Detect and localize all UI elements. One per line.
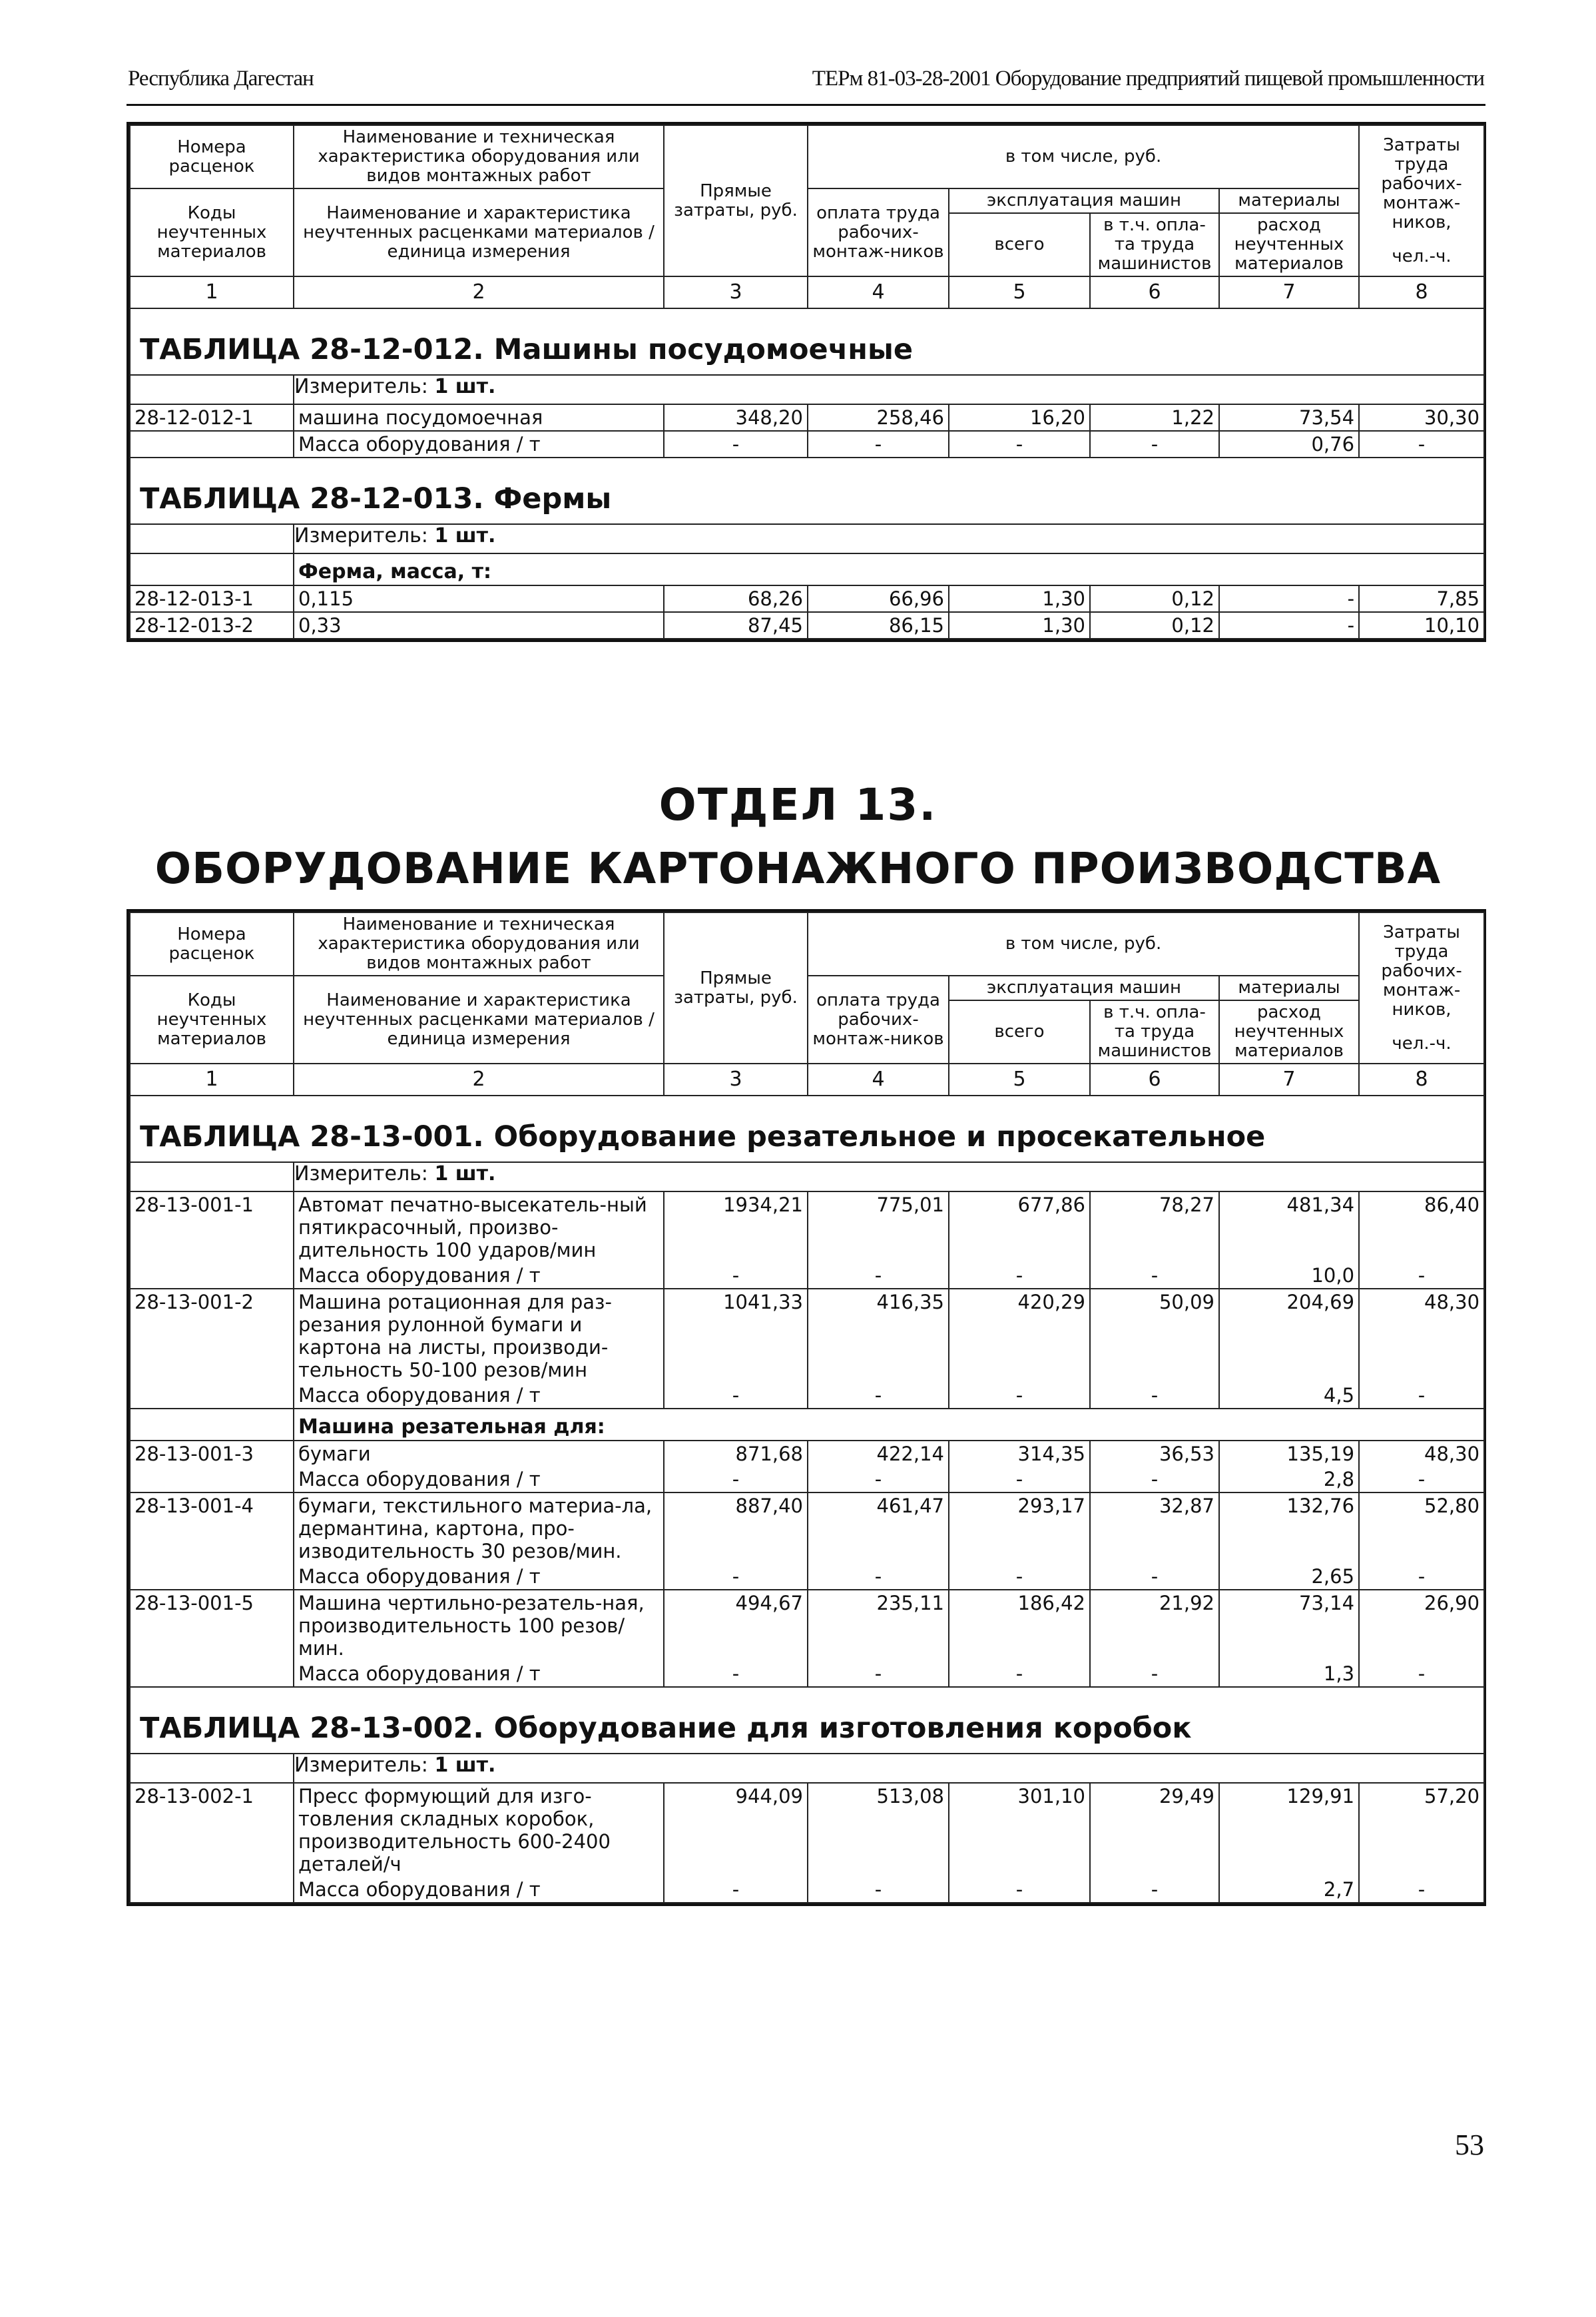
value-cell: 16,20 <box>949 404 1090 431</box>
value-cell: 78,27 <box>1090 1191 1219 1263</box>
value-cell: 129,91 <box>1219 1783 1359 1877</box>
column-number-row <box>130 276 1484 308</box>
col-num: 4 <box>808 276 949 308</box>
value-cell: - <box>664 1877 808 1903</box>
value-cell: - <box>808 431 949 458</box>
value-cell: 420,29 <box>949 1289 1090 1383</box>
value-cell: 186,42 <box>949 1590 1090 1661</box>
value-cell: 26,90 <box>1359 1590 1484 1661</box>
value-cell: 132,76 <box>1219 1492 1359 1564</box>
value-cell: 87,45 <box>664 612 808 639</box>
col2-header-b: Наименование и характеристика неучтенных расценками материалов / единица измерения <box>294 188 664 276</box>
value-cell: - <box>949 1661 1090 1687</box>
col-num: 6 <box>1090 1064 1219 1096</box>
running-header-region: Республика Дагестан <box>128 67 314 91</box>
value-cell: 301,10 <box>949 1783 1090 1877</box>
col-num: 8 <box>1359 276 1484 308</box>
value-cell: 10,10 <box>1359 612 1484 639</box>
value-cell: 29,49 <box>1090 1783 1219 1877</box>
value-cell: 887,40 <box>664 1492 808 1564</box>
name-cell: Масса оборудования / т <box>294 1661 664 1687</box>
column-header-row <box>130 125 1484 188</box>
value-cell: - <box>664 1564 808 1590</box>
value-cell: - <box>664 1383 808 1409</box>
value-cell: - <box>808 1467 949 1492</box>
value-cell: 10,0 <box>1219 1263 1359 1289</box>
value-cell: - <box>1090 1877 1219 1903</box>
value-cell: - <box>1090 1661 1219 1687</box>
value-cell: 0,76 <box>1219 431 1359 458</box>
col7-header: расход неучтенных материалов <box>1219 1000 1359 1064</box>
col8-header <box>1359 125 1484 276</box>
table-row <box>130 1191 1484 1263</box>
table-row <box>130 1441 1484 1467</box>
code-cell: 28-13-001-4 <box>130 1492 294 1590</box>
col-num: 2 <box>294 1064 664 1096</box>
value-cell: - <box>664 1467 808 1492</box>
measure-value: 1 шт. <box>434 375 496 398</box>
value-cell: - <box>808 1263 949 1289</box>
value-cell: - <box>1359 1263 1484 1289</box>
value-cell: 293,17 <box>949 1492 1090 1564</box>
col3-header: Прямые затраты, руб. <box>664 125 808 276</box>
value-cell: 775,01 <box>808 1191 949 1263</box>
name-cell: Масса оборудования / т <box>294 1263 664 1289</box>
col2-header-a: Наименование и техническая характеристика оборудования или видов монтажных работ <box>294 912 664 976</box>
code-cell: 28-13-001-1 <box>130 1191 294 1289</box>
value-cell: 258,46 <box>808 404 949 431</box>
value-cell: 1934,21 <box>664 1191 808 1263</box>
name-cell: Масса оборудования / т <box>294 1467 664 1492</box>
measure-line <box>294 524 1484 553</box>
value-cell: 0,12 <box>1090 612 1219 639</box>
value-cell: - <box>664 431 808 458</box>
value-cell: - <box>664 1263 808 1289</box>
name-cell: 0,115 <box>294 585 664 612</box>
name-cell: Масса оборудования / т <box>294 1383 664 1409</box>
col-num: 5 <box>949 276 1090 308</box>
code-cell: 28-13-002-1 <box>130 1783 294 1903</box>
value-cell: - <box>808 1564 949 1590</box>
value-cell: 235,11 <box>808 1590 949 1661</box>
table-title: ТАБЛИЦА 28-12-012. Машины посудомоечные <box>130 308 1484 375</box>
col2-header-a: Наименование и техническая характеристика оборудования или видов монтажных работ <box>294 125 664 188</box>
value-cell: 348,20 <box>664 404 808 431</box>
mat-header: материалы <box>1219 188 1359 213</box>
value-cell: - <box>1090 1263 1219 1289</box>
value-cell: 86,15 <box>808 612 949 639</box>
value-cell: - <box>808 1383 949 1409</box>
value-cell: 0,12 <box>1090 585 1219 612</box>
incl-header: в том числе, руб. <box>808 125 1359 188</box>
value-cell: 481,34 <box>1219 1191 1359 1263</box>
name-cell: Масса оборудования / т <box>294 1564 664 1590</box>
value-cell: - <box>949 1564 1090 1590</box>
measure-line <box>294 1754 1484 1783</box>
col7-header: расход неучтенных материалов <box>1219 213 1359 276</box>
col-num: 7 <box>1219 1064 1359 1096</box>
value-cell: - <box>1359 1564 1484 1590</box>
department-subtitle: ОБОРУДОВАНИЕ КАРТОНАЖНОГО ПРОИЗВОДСТВА <box>154 844 1442 894</box>
name-cell: бумаги, текстильного материа-ла, дермантина, картона, про-изводительность 30 резов/мин. <box>294 1492 664 1564</box>
code-cell: 28-13-001-5 <box>130 1590 294 1687</box>
col-num: 4 <box>808 1064 949 1096</box>
code-cell: 28-12-013-1 <box>130 585 294 612</box>
value-cell: - <box>1359 1383 1484 1409</box>
measure-line <box>294 375 1484 404</box>
value-cell: - <box>1090 1564 1219 1590</box>
column-header-row <box>130 912 1484 976</box>
value-cell: - <box>1219 612 1359 639</box>
measure-label: Измеритель: <box>294 524 428 547</box>
col-num: 8 <box>1359 1064 1484 1096</box>
table-row <box>130 1877 1484 1903</box>
name-cell: Масса оборудования / т <box>294 431 664 458</box>
col4-header: оплата труда рабочих-монтаж-ников <box>808 976 949 1064</box>
measure-label: Измеритель: <box>294 1162 428 1185</box>
col-num: 5 <box>949 1064 1090 1096</box>
value-cell: 2,8 <box>1219 1467 1359 1492</box>
value-cell: 1,3 <box>1219 1661 1359 1687</box>
name-cell: Пресс формующий для изго-товления складных коробок, производительность 600-2400 деталей/ч <box>294 1783 664 1877</box>
value-cell: 32,87 <box>1090 1492 1219 1564</box>
value-cell: 422,14 <box>808 1441 949 1467</box>
value-cell: 48,30 <box>1359 1441 1484 1467</box>
value-cell: - <box>1090 1383 1219 1409</box>
subgroup-heading: Машина резательная для: <box>294 1409 1484 1441</box>
measure-value: 1 шт. <box>434 1754 496 1777</box>
value-cell: 57,20 <box>1359 1783 1484 1877</box>
col8-header-b: чел.-ч. <box>1392 246 1452 266</box>
value-cell: 204,69 <box>1219 1289 1359 1383</box>
value-cell: 36,53 <box>1090 1441 1219 1467</box>
value-cell: 416,35 <box>808 1289 949 1383</box>
col1-header-a: Номера расценок <box>130 125 294 188</box>
value-cell: 4,5 <box>1219 1383 1359 1409</box>
header-rule <box>127 104 1485 106</box>
col1-header-b: Коды неучтенных материалов <box>130 976 294 1064</box>
value-cell: - <box>949 1383 1090 1409</box>
value-cell: 135,19 <box>1219 1441 1359 1467</box>
measure-label: Измеритель: <box>294 375 428 398</box>
value-cell: 1,30 <box>949 585 1090 612</box>
table-row <box>130 1590 1484 1661</box>
value-cell: 68,26 <box>664 585 808 612</box>
column-number-row <box>130 1064 1484 1096</box>
subgroup-heading: Ферма, масса, т: <box>294 553 1484 585</box>
value-cell: - <box>949 431 1090 458</box>
value-cell: - <box>664 1661 808 1687</box>
value-cell: 461,47 <box>808 1492 949 1564</box>
value-cell: 513,08 <box>808 1783 949 1877</box>
value-cell: - <box>1359 1661 1484 1687</box>
value-cell: - <box>1359 431 1484 458</box>
code-cell <box>130 431 294 458</box>
table-row <box>130 1492 1484 1564</box>
col-num: 3 <box>664 1064 808 1096</box>
page-number: 53 <box>1455 2129 1484 2161</box>
col8-header-b: чел.-ч. <box>1392 1033 1452 1054</box>
name-cell: Автомат печатно-высекатель-ный пятикрасочный, произво-дительность 100 ударов/мин <box>294 1191 664 1263</box>
table-row <box>130 585 1484 612</box>
table-row <box>130 404 1484 431</box>
value-cell: 7,85 <box>1359 585 1484 612</box>
value-cell: - <box>949 1263 1090 1289</box>
measure-value: 1 шт. <box>434 1162 496 1185</box>
table-row <box>130 1467 1484 1492</box>
value-cell: - <box>808 1661 949 1687</box>
col6-header: в т.ч. опла-та труда машинистов <box>1090 1000 1219 1064</box>
value-cell: 73,14 <box>1219 1590 1359 1661</box>
col1-header-a: Номера расценок <box>130 912 294 976</box>
name-cell: бумаги <box>294 1441 664 1467</box>
value-cell: 314,35 <box>949 1441 1090 1467</box>
exp-header: эксплуатация машин <box>949 976 1219 1000</box>
value-cell: - <box>1090 1467 1219 1492</box>
table-row <box>130 1289 1484 1383</box>
value-cell: - <box>949 1877 1090 1903</box>
value-cell: 21,92 <box>1090 1590 1219 1661</box>
code-cell: 28-13-001-3 <box>130 1441 294 1492</box>
value-cell: - <box>808 1877 949 1903</box>
value-cell: 1041,33 <box>664 1289 808 1383</box>
table-row <box>130 1661 1484 1687</box>
value-cell: 86,40 <box>1359 1191 1484 1263</box>
col4-header: оплата труда рабочих-монтаж-ников <box>808 188 949 276</box>
table-section-12 <box>127 122 1486 642</box>
running-header-title: ТЕРм 81-03-28-2001 Оборудование предприятий пищевой промышленности <box>812 67 1484 91</box>
table-row <box>130 612 1484 639</box>
table-row <box>130 1783 1484 1877</box>
value-cell: 677,86 <box>949 1191 1090 1263</box>
name-cell: Масса оборудования / т <box>294 1877 664 1903</box>
value-cell: 52,80 <box>1359 1492 1484 1564</box>
value-cell: 494,67 <box>664 1590 808 1661</box>
code-cell: 28-12-013-2 <box>130 612 294 639</box>
col3-header: Прямые затраты, руб. <box>664 912 808 1064</box>
col6-header: в т.ч. опла-та труда машинистов <box>1090 213 1219 276</box>
col5-header: всего <box>949 1000 1090 1064</box>
value-cell: 66,96 <box>808 585 949 612</box>
table-row <box>130 1263 1484 1289</box>
name-cell: Машина ротационная для раз-резания рулонной бумаги и картона на листы, производи-тельность 50-100 резов/мин <box>294 1289 664 1383</box>
col8-header-a: Затраты труда рабочих-монтаж-ников, <box>1381 135 1462 232</box>
name-cell: машина посудомоечная <box>294 404 664 431</box>
value-cell: 871,68 <box>664 1441 808 1467</box>
measure-label: Измеритель: <box>294 1754 428 1777</box>
col-num: 1 <box>130 1064 294 1096</box>
measure-value: 1 шт. <box>434 524 496 547</box>
code-cell: 28-12-012-1 <box>130 404 294 431</box>
col8-header <box>1359 912 1484 1064</box>
incl-header: в том числе, руб. <box>808 912 1359 976</box>
value-cell: 1,22 <box>1090 404 1219 431</box>
col8-header-a: Затраты труда рабочих-монтаж-ников, <box>1381 922 1462 1020</box>
table-title: ТАБЛИЦА 28-13-001. Оборудование резательное и просекательное <box>130 1096 1484 1162</box>
value-cell: - <box>1359 1467 1484 1492</box>
col1-header-b: Коды неучтенных материалов <box>130 188 294 276</box>
exp-header: эксплуатация машин <box>949 188 1219 213</box>
name-cell: Машина чертильно-резатель-ная, производительность 100 резов/мин. <box>294 1590 664 1661</box>
col-num: 1 <box>130 276 294 308</box>
col-num: 3 <box>664 276 808 308</box>
col2-header-b: Наименование и характеристика неучтенных расценками материалов / единица измерения <box>294 976 664 1064</box>
value-cell: 50,09 <box>1090 1289 1219 1383</box>
value-cell: 2,7 <box>1219 1877 1359 1903</box>
value-cell: - <box>949 1467 1090 1492</box>
mat-header: материалы <box>1219 976 1359 1000</box>
value-cell: - <box>1090 431 1219 458</box>
value-cell: 944,09 <box>664 1783 808 1877</box>
value-cell: 48,30 <box>1359 1289 1484 1383</box>
code-cell: 28-13-001-2 <box>130 1289 294 1409</box>
value-cell: - <box>1219 585 1359 612</box>
table-row <box>130 1383 1484 1409</box>
measure-line <box>294 1162 1484 1191</box>
table-title: ТАБЛИЦА 28-12-013. Фермы <box>130 458 1484 524</box>
value-cell: - <box>1359 1877 1484 1903</box>
name-cell: 0,33 <box>294 612 664 639</box>
table-section-13 <box>127 909 1486 1906</box>
col5-header: всего <box>949 213 1090 276</box>
table-row <box>130 431 1484 458</box>
value-cell: 73,54 <box>1219 404 1359 431</box>
col-num: 2 <box>294 276 664 308</box>
col-num: 7 <box>1219 276 1359 308</box>
table-row <box>130 1564 1484 1590</box>
department-title: ОТДЕЛ 13. <box>659 779 937 830</box>
col-num: 6 <box>1090 276 1219 308</box>
value-cell: 2,65 <box>1219 1564 1359 1590</box>
table-title: ТАБЛИЦА 28-13-002. Оборудование для изготовления коробок <box>130 1687 1484 1754</box>
value-cell: 30,30 <box>1359 404 1484 431</box>
value-cell: 1,30 <box>949 612 1090 639</box>
